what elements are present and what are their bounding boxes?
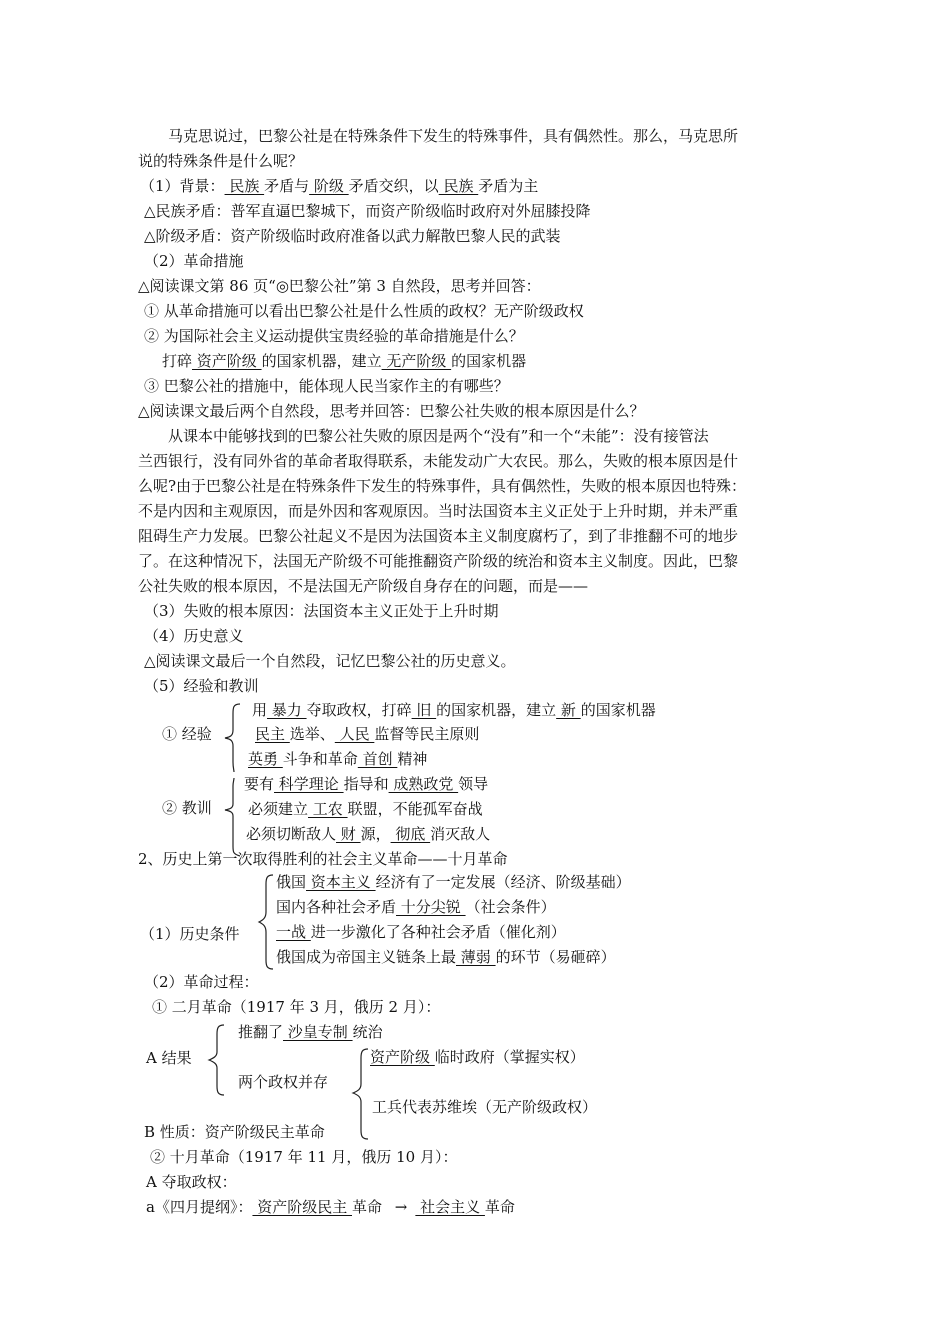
- answer-2: 打碎 资产阶级 的国家机器，建立 无产阶级 的国家机器: [162, 352, 527, 370]
- conditions-brace: [256, 872, 276, 972]
- lesson-row-3: 必须切断敌人 财 源， 彻底 消灭敌人: [246, 825, 491, 843]
- failure-paragraph-line: 阻碍生产力发展。巴黎公社起义不是因为法国资本主义制度腐朽了，到了非推翻不可的地步: [138, 527, 739, 545]
- condition-3: 一战 进一步激化了各种社会矛盾（催化剂）: [276, 923, 566, 941]
- intro-line-2: 说的特殊条件是什么呢？: [138, 152, 304, 170]
- failure-question: △阅读课文最后两个自然段，思考并回答：巴黎公社失败的根本原因是什么？: [138, 402, 645, 420]
- failure-paragraph-line: 不是内因和主观原因，而是外因和客观原因。当时法国资本主义正处于上升时期，并未严重: [138, 502, 739, 520]
- october-revolution: ② 十月革命（1917 年 11 月，俄历 10 月）：: [150, 1148, 458, 1166]
- question-3: ③ 巴黎公社的措施中，能体现人民当家作主的有哪些？: [144, 377, 509, 395]
- significance-read: △阅读课文最后一个自然段，记忆巴黎公社的历史意义。: [144, 652, 516, 670]
- measures-read: △阅读课文第 86 页“◎巴黎公社”第 3 自然段，思考并回答：: [138, 277, 541, 295]
- condition-2: 国内各种社会矛盾 十分尖锐 （社会条件）: [276, 898, 556, 916]
- condition-4: 俄国成为帝国主义链条上最 薄弱 的环节（易砸碎）: [276, 948, 616, 966]
- significance-heading: （4）历史意义: [144, 627, 244, 645]
- nature-line: B 性质：资产阶级民主革命: [144, 1123, 325, 1141]
- experience-row-3: 英勇 斗争和革命 首创 精神: [248, 750, 428, 768]
- failure-paragraph-line: 公社失败的根本原因，不是法国无产阶级自身存在的问题，而是——: [138, 577, 589, 595]
- february-revolution: ① 二月革命（1917 年 3 月，俄历 2 月）：: [152, 998, 441, 1016]
- power-1: 资产阶级 临时政府（掌握实权）: [370, 1048, 585, 1066]
- experience-label: ① 经验: [162, 725, 212, 743]
- experience-brace: [222, 700, 244, 858]
- national-conflict: △民族矛盾：普军直逼巴黎城下，而资产阶级临时政府对外屈膝投降: [144, 202, 591, 220]
- intro-line-1: 马克思说过，巴黎公社是在特殊条件下发生的特殊事件，具有偶然性。那么，马克思所: [168, 127, 739, 145]
- condition-1: 俄国 资本主义 经济有了一定发展（经济、阶级基础）: [276, 873, 631, 891]
- failure-paragraph-line: 了。在这种情况下，法国无产阶级不可能推翻资产阶级的统治和资本主义制度。因此，巴黎: [138, 552, 739, 570]
- power-2: 工兵代表苏维埃（无产阶级政权）: [372, 1098, 598, 1116]
- measures-heading: （2）革命措施: [144, 252, 244, 270]
- april-theses: a《四月提纲》： 资产阶级民主 革命 → 社会主义 革命: [146, 1198, 515, 1216]
- lesson-row-1: 要有 科学理论 指导和 成熟政党 领导: [244, 775, 489, 793]
- failure-paragraph-line: 么呢?由于巴黎公社是在特殊条件下发生的特殊事件，具有偶然性，失败的根本原因也特殊：: [138, 477, 747, 495]
- question-2: ② 为国际社会主义运动提供宝贵经验的革命措施是什么？: [144, 327, 524, 345]
- dual-power-brace: [350, 1046, 372, 1142]
- lesson-row-2: 必须建立 工农 联盟，不能孤军奋战: [248, 800, 483, 818]
- section-2-title: 2、历史上第一次取得胜利的社会主义革命——十月革命: [138, 850, 508, 868]
- experience-row-2: 民主 选举、 人民 监督等民主原则: [255, 725, 480, 743]
- process-heading: （2）革命过程：: [144, 973, 259, 991]
- result-1: 推翻了 沙皇专制 统治: [238, 1023, 383, 1041]
- failure-paragraph-line: 兰西银行，没有同外省的革命者取得联系，未能发动广大农民。那么，失败的根本原因是什: [138, 452, 739, 470]
- result-brace: [206, 1022, 228, 1098]
- experience-row-1: 用 暴力 夺取政权，打碎 旧 的国家机器，建立 新 的国家机器: [252, 701, 656, 719]
- question-1: ① 从革命措施可以看出巴黎公社是什么性质的政权？无产阶级政权: [144, 302, 584, 320]
- background-line: （1）背景： 民族 矛盾与 阶级 矛盾交织，以 民族 矛盾为主: [140, 177, 539, 195]
- arrow-right-icon: →: [394, 1198, 408, 1216]
- class-conflict: △阶级矛盾：资产阶级临时政府准备以武力解散巴黎人民的武装: [144, 227, 561, 245]
- result-2: 两个政权并存: [238, 1073, 329, 1091]
- root-cause: （3）失败的根本原因：法国资本主义正处于上升时期: [144, 602, 499, 620]
- failure-paragraph-line: 从课本中能够找到的巴黎公社失败的原因是两个“没有”和一个“未能”：没有接管法: [168, 427, 709, 445]
- lessons-label: ② 教训: [162, 799, 212, 817]
- seize-power: A 夺取政权：: [146, 1173, 237, 1191]
- result-label: A 结果: [146, 1049, 192, 1067]
- conditions-label: （1）历史条件: [140, 925, 240, 943]
- experience-heading: （5）经验和教训: [144, 677, 259, 695]
